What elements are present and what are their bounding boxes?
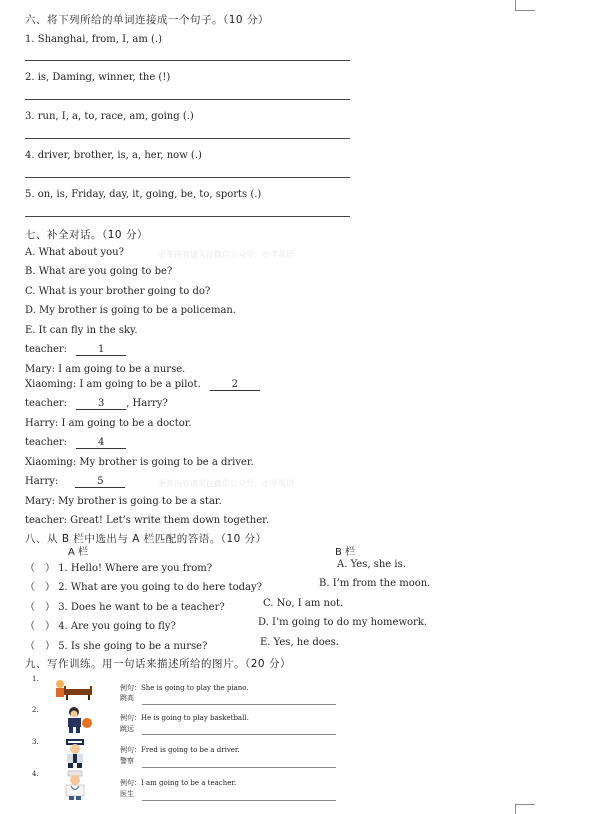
dialogue-line-3 <box>25 379 260 391</box>
section7-option-b: B. What are you going to be? <box>25 266 173 277</box>
writing-item-number: 1. <box>32 675 39 683</box>
section7-option-e: E. It can fly in the sky. <box>25 325 138 336</box>
answer-line[interactable] <box>25 138 350 139</box>
section7-title: 七、补全对话。（10 分） <box>25 229 148 241</box>
writing-item-number: 3. <box>32 738 39 746</box>
section9-title: 九、写作训练。用一句话来描述所给的图片。（20 分） <box>25 658 291 670</box>
answer-bracket-open[interactable]: （ <box>25 563 35 574</box>
page-corner-mark-bottom-h <box>515 804 535 805</box>
basketball-player-icon <box>56 706 96 734</box>
match-b-4: D. I’m going to do my homework. <box>258 617 428 628</box>
answer-line[interactable] <box>25 177 350 178</box>
section8-title: 八、从 B 栏中选出与 A 栏匹配的答语。（10 分） <box>25 533 267 545</box>
writing-item-number: 4. <box>32 770 39 778</box>
dialogue-line-9: Mary: My brother is going to be a star. <box>25 496 222 507</box>
dialogue-line-2: Mary: I am going to be a nurse. <box>25 364 186 375</box>
match-b-3: C. No, I am not. <box>263 598 344 609</box>
police-officer-icon <box>58 738 92 768</box>
writing-keyword: 跳远 <box>120 725 134 733</box>
match-row-5 <box>25 637 207 652</box>
match-b-5: E. Yes, he does. <box>260 637 339 648</box>
section7-option-d: D. My brother is going to be a policeman. <box>25 305 237 316</box>
answer-line[interactable] <box>25 60 350 61</box>
match-a: 1. Hello! Where are you from? <box>58 563 213 574</box>
blank-4[interactable]: 4 <box>76 437 126 449</box>
writing-answer-line[interactable] <box>142 704 336 705</box>
answer-line[interactable] <box>25 216 350 217</box>
answer-bracket-open[interactable]: （ <box>25 641 35 652</box>
dialogue-line-1 <box>25 344 126 356</box>
match-b-2: B. I’m from the moon. <box>319 578 431 589</box>
answer-bracket-close[interactable]: ） <box>45 602 55 613</box>
match-a: 3. Does he want to be a teacher? <box>58 602 225 613</box>
column-a-header: A 栏 <box>68 547 89 558</box>
writing-item-number: 2. <box>32 706 39 714</box>
answer-bracket-open[interactable]: （ <box>25 582 35 593</box>
watermark: 更多内容请关注微信公众号：小学英语 <box>158 479 294 488</box>
speaker: teacher: <box>25 398 68 409</box>
column-b-header: B 栏 <box>335 547 356 558</box>
page-corner-mark-top-h <box>515 10 535 11</box>
match-b-1: A. Yes, she is. <box>337 559 406 570</box>
speaker: teacher: <box>25 344 68 355</box>
section6-title: 六、将下列所给的单词连接成一个句子。（10 分） <box>25 14 269 26</box>
match-a: 4. Are you going to fly? <box>58 621 176 632</box>
writing-answer-line[interactable] <box>142 767 336 768</box>
section6-item-2: 2. is, Daming, winner, the (!) <box>25 72 171 83</box>
section6-item-4: 4. driver, brother, is, a, her, now (.) <box>25 150 202 161</box>
answer-bracket-open[interactable]: （ <box>25 621 35 632</box>
blank-3[interactable]: 3 <box>76 398 126 410</box>
writing-example: 例句：She is going to play the piano. <box>120 684 249 692</box>
writing-keyword: 警察 <box>120 757 134 765</box>
match-row-2 <box>25 578 262 593</box>
writing-keyword: 医生 <box>120 790 134 798</box>
section7-option-c: C. What is your brother going to do? <box>25 286 211 297</box>
match-row-4 <box>25 617 176 632</box>
writing-example: 例句：He is going to play basketball. <box>120 714 249 722</box>
writing-answer-line[interactable] <box>142 734 336 735</box>
dialogue-line-5: Harry: I am going to be a doctor. <box>25 418 192 429</box>
match-row-1 <box>25 559 212 574</box>
answer-bracket-open[interactable]: （ <box>25 602 35 613</box>
section6-item-5: 5. on, is, Friday, day, it, going, be, to, sports (.) <box>25 189 262 200</box>
answer-line[interactable] <box>25 99 350 100</box>
writing-keyword: 跳高 <box>120 694 134 702</box>
match-a: 5. Is she going to be a nurse? <box>58 641 208 652</box>
speaker: teacher: <box>25 437 68 448</box>
section6-item-3: 3. run, I, a, to, race, am, going (.) <box>25 111 194 122</box>
dialogue-line-7: Xiaoming: My brother is going to be a driver. <box>25 457 254 468</box>
dialogue-suffix: , Harry? <box>126 398 168 409</box>
piano-player-icon <box>52 678 94 700</box>
dialogue-line-10: teacher: Great! Let’s write them down together. <box>25 515 270 526</box>
match-row-3 <box>25 598 225 613</box>
page-corner-mark-top <box>515 0 516 10</box>
watermark: 更多内容请关注微信公众号：小学英语 <box>158 250 294 259</box>
blank-2[interactable]: 2 <box>210 379 260 391</box>
match-a: 2. What are you going to do here today? <box>58 582 263 593</box>
blank-5[interactable]: 5 <box>75 476 125 488</box>
answer-bracket-close[interactable]: ） <box>45 563 55 574</box>
page-corner-mark-bottom <box>515 804 516 814</box>
dialogue-text: Xiaoming: I am going to be a pilot. <box>25 379 201 390</box>
speaker: Harry: <box>25 476 59 487</box>
dialogue-line-4 <box>25 398 168 410</box>
writing-example: 例句：I am going to be a teacher. <box>120 779 237 787</box>
section6-item-1: 1. Shanghai, from, I, am (.) <box>25 34 163 45</box>
blank-1[interactable]: 1 <box>76 344 126 356</box>
section7-option-a: A. What about you? <box>25 247 124 258</box>
doctor-icon <box>58 770 92 800</box>
dialogue-line-6 <box>25 437 126 449</box>
answer-bracket-close[interactable]: ） <box>45 641 55 652</box>
answer-bracket-close[interactable]: ） <box>45 582 55 593</box>
writing-example: 例句：Fred is going to be a driver. <box>120 746 240 754</box>
writing-answer-line[interactable] <box>142 800 336 801</box>
dialogue-line-8 <box>25 476 125 488</box>
answer-bracket-close[interactable]: ） <box>45 621 55 632</box>
